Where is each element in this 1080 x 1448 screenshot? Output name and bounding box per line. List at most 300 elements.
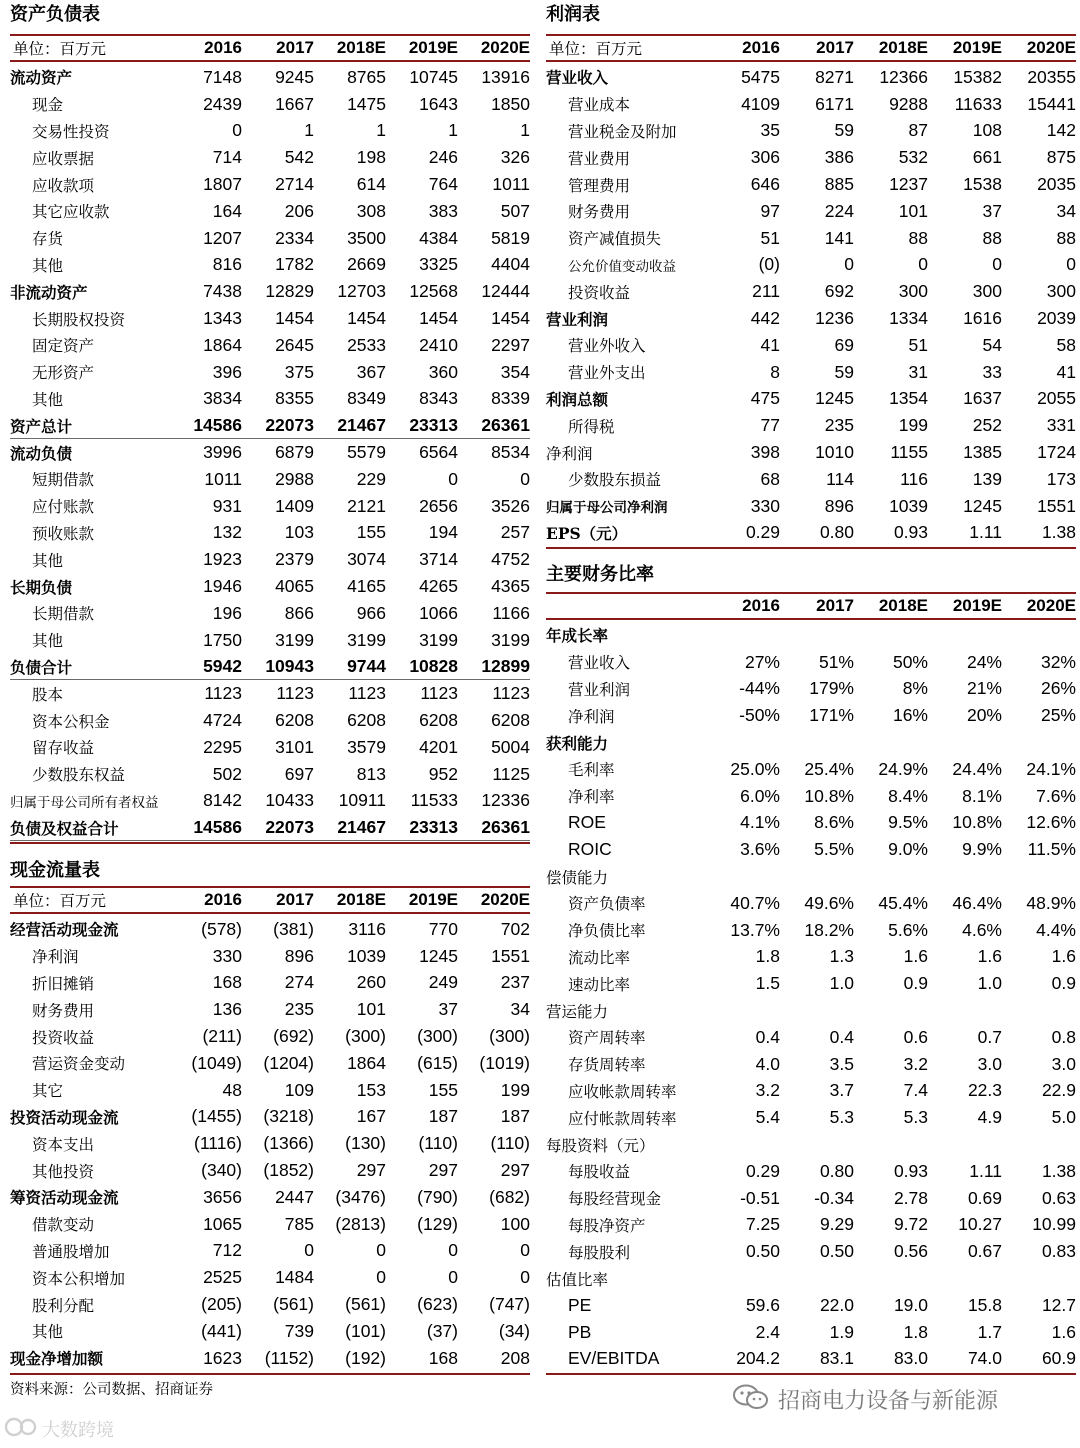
- row-value: (37): [426, 1320, 458, 1341]
- row-value: 88: [982, 227, 1002, 248]
- row-value: 153: [356, 1079, 386, 1100]
- row-value: 8.4%: [888, 785, 928, 806]
- row-label: 速动比率: [568, 975, 631, 994]
- table-row: [546, 332, 1076, 359]
- row-value: 300: [1046, 281, 1076, 302]
- row-value: 1454: [275, 308, 314, 329]
- table-row: [10, 546, 530, 573]
- table-row: [10, 761, 530, 788]
- row-label: 存货: [32, 230, 64, 249]
- row-value: (561): [345, 1294, 386, 1315]
- row-value: 300: [972, 281, 1002, 302]
- table-row: [546, 997, 1076, 1024]
- income-year-2017: 2017: [816, 38, 854, 57]
- row-value: (1049): [191, 1052, 242, 1073]
- row-value: 764: [428, 174, 458, 195]
- row-value: 1166: [492, 602, 530, 623]
- table-row: [10, 970, 530, 997]
- row-value: 507: [500, 200, 530, 221]
- row-value: 386: [824, 147, 854, 168]
- row-label: 固定资产: [32, 337, 95, 356]
- row-value: 1245: [815, 388, 854, 409]
- row-value: 3996: [203, 442, 242, 463]
- row-value: 1.11: [969, 1160, 1002, 1181]
- row-value: 0.63: [1041, 1187, 1076, 1208]
- row-value: 0.56: [893, 1241, 928, 1262]
- row-label: 年成长率: [546, 626, 609, 646]
- row-value: 1750: [203, 629, 242, 650]
- row-label: 无形资产: [32, 364, 95, 383]
- row-value: 4109: [741, 93, 780, 114]
- row-value: 1: [304, 120, 314, 141]
- row-value: 22.3: [967, 1080, 1002, 1101]
- row-value: 97: [760, 200, 780, 221]
- row-value: 1.11: [969, 522, 1002, 543]
- row-value: 1125: [492, 763, 530, 784]
- ratios-title: 主要财务比率: [546, 564, 654, 585]
- row-value: 9.5%: [888, 812, 928, 833]
- row-value: 770: [428, 918, 458, 939]
- row-label: 股本: [32, 685, 64, 704]
- row-value: 3.0: [977, 1053, 1002, 1074]
- row-value: 25.4%: [804, 758, 854, 779]
- row-value: 1850: [491, 93, 530, 114]
- row-value: 168: [212, 972, 242, 993]
- row-label: 估值比率: [546, 1270, 609, 1289]
- row-value: 32%: [1040, 651, 1076, 672]
- row-value: 0: [448, 1240, 458, 1261]
- row-label: 财务费用: [568, 203, 631, 222]
- row-value: 15382: [953, 66, 1002, 87]
- row-value: 26361: [481, 415, 530, 436]
- row-value: 3074: [347, 549, 386, 570]
- income-unit-label: 单位：百万元: [549, 40, 643, 58]
- table-row: [10, 1211, 530, 1238]
- row-value: 1207: [203, 227, 242, 248]
- table-row: [10, 520, 530, 547]
- row-label: 净利润: [32, 948, 79, 967]
- row-label: 交易性投资: [32, 122, 110, 141]
- row-value: 1039: [889, 495, 928, 516]
- row-value: 9.9%: [962, 839, 1002, 860]
- row-value: 4.6%: [962, 919, 1002, 940]
- table-row: [10, 814, 530, 841]
- table-row: [546, 520, 1076, 547]
- row-value: 3656: [203, 1186, 242, 1207]
- row-value: 10433: [265, 790, 314, 811]
- row-value: 194: [428, 522, 458, 543]
- row-value: 1.5: [755, 973, 780, 994]
- row-value: 1409: [275, 495, 314, 516]
- table-row: [10, 305, 530, 332]
- row-value: 8339: [491, 388, 530, 409]
- row-label: 营业利润: [568, 680, 631, 699]
- row-value: 646: [750, 174, 780, 195]
- row-value: 59: [834, 120, 854, 141]
- row-value: 7.25: [745, 1214, 780, 1235]
- row-value: 6564: [419, 442, 458, 463]
- row-label: 应付账款: [32, 498, 95, 517]
- table-row: [10, 1077, 530, 1104]
- row-value: 199: [898, 415, 928, 436]
- row-value: 5819: [491, 227, 530, 248]
- row-label: EV/EBITDA: [568, 1348, 660, 1369]
- row-label: 营业利润: [546, 309, 609, 329]
- table-row: [546, 171, 1076, 198]
- income-year-2019E: 2019E: [952, 38, 1002, 57]
- row-value: (790): [417, 1186, 458, 1207]
- row-value: 2656: [419, 495, 458, 516]
- row-value: 1551: [1037, 495, 1076, 516]
- row-value: 966: [356, 602, 386, 623]
- row-value: 0: [520, 1267, 530, 1288]
- table-row: [10, 734, 530, 761]
- cashflow-title: 现金流量表: [10, 860, 100, 881]
- balance-unit-label: 单位：百万元: [13, 40, 107, 58]
- row-value: 5.3: [829, 1107, 854, 1128]
- row-value: 21467: [337, 415, 386, 436]
- row-value: 8.1%: [962, 785, 1002, 806]
- row-value: 25.0%: [730, 758, 780, 779]
- row-value: 3.5: [829, 1053, 854, 1074]
- row-value: 74.0: [967, 1348, 1002, 1369]
- row-value: 3101: [275, 736, 314, 757]
- table-row: [10, 252, 530, 279]
- row-value: 171%: [809, 705, 854, 726]
- row-value: (615): [417, 1052, 458, 1073]
- row-value: 5942: [203, 656, 242, 677]
- row-value: 2334: [275, 227, 314, 248]
- row-value: 2525: [203, 1267, 242, 1288]
- row-value: 739: [284, 1320, 314, 1341]
- row-value: 3199: [491, 629, 530, 650]
- row-value: (0): [758, 254, 780, 275]
- table-row: [10, 1104, 530, 1131]
- row-value: 196: [212, 602, 242, 623]
- row-value: 12829: [265, 281, 314, 302]
- row-value: 6171: [815, 93, 854, 114]
- cashflow-year-2019E: 2019E: [408, 890, 458, 909]
- table-row: [10, 171, 530, 198]
- row-value: (623): [417, 1294, 458, 1315]
- table-row: [546, 756, 1076, 783]
- row-label: 利润总额: [546, 389, 609, 409]
- row-value: 7.4: [903, 1080, 928, 1101]
- row-label: 营运能力: [546, 1002, 609, 1021]
- row-value: 77: [760, 415, 780, 436]
- row-label: 短期借款: [32, 471, 95, 490]
- row-value: (300): [489, 1026, 530, 1047]
- row-value: (1204): [263, 1052, 314, 1073]
- row-value: 367: [356, 361, 386, 382]
- row-value: 0: [520, 468, 530, 489]
- row-value: (1152): [264, 1347, 314, 1368]
- row-value: 1385: [963, 442, 1002, 463]
- row-value: 14586: [193, 817, 242, 838]
- row-value: 101: [898, 200, 928, 221]
- table-row: [10, 1184, 530, 1211]
- row-value: 1343: [203, 308, 242, 329]
- row-value: 297: [356, 1160, 386, 1181]
- row-value: (578): [201, 918, 242, 939]
- row-label: 营业外收入: [568, 337, 646, 356]
- balance-year-2016: 2016: [204, 38, 242, 57]
- row-value: 8142: [203, 790, 242, 811]
- row-label: 资产负债率: [568, 895, 646, 914]
- row-label: EPS（元）: [546, 523, 628, 543]
- row-value: 542: [284, 147, 314, 168]
- row-value: 1123: [420, 683, 458, 704]
- row-value: 2295: [203, 736, 242, 757]
- row-value: 1667: [275, 93, 314, 114]
- row-label: 投资活动现金流: [10, 1107, 119, 1127]
- row-value: 12.7: [1041, 1294, 1076, 1315]
- row-value: (205): [201, 1294, 242, 1315]
- row-value: 10.99: [1032, 1214, 1076, 1235]
- row-label: 每股收益: [568, 1163, 631, 1182]
- row-value: (1019): [479, 1052, 530, 1073]
- table-row: [546, 1319, 1076, 1346]
- row-label: 少数股东权益: [32, 766, 126, 785]
- row-value: 712: [212, 1240, 242, 1261]
- row-value: (2813): [335, 1213, 386, 1234]
- row-value: 1864: [347, 1052, 386, 1073]
- row-value: 23313: [409, 817, 458, 838]
- row-value: 9288: [889, 93, 928, 114]
- row-label: 其他投资: [32, 1162, 95, 1181]
- table-row: [10, 627, 530, 654]
- row-label: 资本公积增加: [32, 1269, 126, 1288]
- row-value: 1454: [347, 308, 386, 329]
- row-value: 2533: [347, 334, 386, 355]
- row-value: 4.9: [977, 1107, 1002, 1128]
- row-value: 4.1%: [740, 812, 780, 833]
- row-value: 27%: [744, 651, 780, 672]
- row-value: 224: [824, 200, 854, 221]
- table-row: [10, 1264, 530, 1291]
- row-value: 375: [284, 361, 314, 382]
- row-value: 155: [356, 522, 386, 543]
- table-row: [546, 386, 1076, 413]
- row-label: 借款变动: [32, 1216, 95, 1235]
- row-value: 31: [908, 361, 928, 382]
- row-label: 管理费用: [568, 176, 631, 195]
- row-label: 财务费用: [32, 1001, 95, 1020]
- table-row: [10, 118, 530, 145]
- row-value: 0.80: [819, 1160, 854, 1181]
- row-value: 22.9: [1041, 1080, 1076, 1101]
- row-value: 475: [750, 388, 780, 409]
- table-row: [546, 1265, 1076, 1292]
- table-row: [10, 1291, 530, 1318]
- row-value: 12568: [409, 281, 458, 302]
- row-value: 257: [500, 522, 530, 543]
- row-label: 投资收益: [32, 1028, 95, 1047]
- row-value: 116: [900, 468, 928, 489]
- row-label: 资产减值损失: [568, 230, 662, 249]
- row-value: 3.7: [829, 1080, 854, 1101]
- row-label: 投资收益: [568, 283, 631, 302]
- table-row: [10, 1157, 530, 1184]
- table-row: [546, 863, 1076, 890]
- table-row: [546, 412, 1076, 439]
- row-value: 141: [824, 227, 854, 248]
- row-label: 营业成本: [568, 96, 631, 115]
- row-value: 896: [824, 495, 854, 516]
- row-value: 12444: [481, 281, 530, 302]
- row-value: 41: [760, 334, 780, 355]
- row-value: 101: [356, 999, 386, 1020]
- row-value: 0.93: [893, 1160, 928, 1181]
- row-value: 4.4%: [1036, 919, 1076, 940]
- row-label: 营业收入: [546, 68, 609, 88]
- income-title: 利润表: [546, 4, 600, 25]
- row-value: 1475: [347, 93, 386, 114]
- row-value: 0.67: [967, 1241, 1002, 1262]
- row-value: 2645: [275, 334, 314, 355]
- row-value: 33: [982, 361, 1002, 382]
- table-row: [10, 1050, 530, 1077]
- row-label: 毛利率: [568, 761, 615, 780]
- row-value: (110): [418, 1133, 458, 1154]
- row-value: 41: [1056, 361, 1076, 382]
- row-value: 6.0%: [740, 785, 780, 806]
- row-label: 负债及权益合计: [10, 818, 119, 838]
- row-value: 22073: [265, 817, 314, 838]
- row-value: 816: [212, 254, 242, 275]
- row-value: 1807: [203, 174, 242, 195]
- row-value: (381): [273, 918, 314, 939]
- row-value: 237: [500, 972, 530, 993]
- row-value: 8349: [347, 388, 386, 409]
- row-label: 应收款项: [32, 176, 95, 195]
- row-value: 5.4: [755, 1107, 780, 1128]
- row-value: 198: [356, 147, 386, 168]
- row-value: 1484: [275, 1267, 314, 1288]
- row-value: (561): [273, 1294, 314, 1315]
- row-value: 5.0: [1051, 1107, 1076, 1128]
- table-row: [546, 729, 1076, 756]
- row-value: 8355: [275, 388, 314, 409]
- row-value: 3199: [347, 629, 386, 650]
- balance-header-row: [10, 34, 530, 62]
- table-row: [10, 916, 530, 943]
- row-label: 经营活动现金流: [10, 920, 119, 940]
- row-value: 697: [284, 763, 314, 784]
- row-label: 其他: [32, 256, 64, 275]
- row-label: 营业费用: [568, 149, 631, 168]
- row-value: 12.6%: [1026, 812, 1076, 833]
- row-value: 206: [284, 200, 314, 221]
- table-row: [546, 1212, 1076, 1239]
- row-label: 现金: [32, 96, 64, 115]
- row-value: 109: [284, 1079, 314, 1100]
- row-value: 442: [750, 308, 780, 329]
- row-value: 83.0: [893, 1348, 928, 1369]
- row-value: 7.6%: [1036, 785, 1076, 806]
- row-label: 归属于母公司净利润: [546, 500, 668, 517]
- row-value: 5.5%: [814, 839, 854, 860]
- row-value: 1.9: [829, 1321, 854, 1342]
- row-value: 208: [500, 1347, 530, 1368]
- row-value: 1.6: [1051, 1321, 1076, 1342]
- financial-ratios-panel: [546, 564, 1076, 1380]
- row-value: 1.8: [755, 946, 780, 967]
- row-value: 1354: [889, 388, 928, 409]
- row-value: 396: [212, 361, 242, 382]
- table-row: [546, 890, 1076, 917]
- row-value: 108: [972, 120, 1002, 141]
- row-value: 155: [428, 1079, 458, 1100]
- row-value: 235: [824, 415, 854, 436]
- row-value: 0: [520, 1240, 530, 1261]
- table-row: [10, 386, 530, 413]
- row-label: ROIC: [568, 839, 612, 860]
- row-value: 885: [824, 174, 854, 195]
- row-value: 9245: [275, 66, 314, 87]
- table-row: [546, 493, 1076, 520]
- row-value: 2988: [275, 468, 314, 489]
- table-row: [10, 466, 530, 493]
- table-row: [546, 1158, 1076, 1185]
- row-value: 10.27: [958, 1214, 1002, 1235]
- table-row: [546, 1131, 1076, 1158]
- ratios-year-2018E: 2018E: [878, 596, 928, 615]
- balance-year-2017: 2017: [276, 38, 314, 57]
- row-label: 公允价值变动收益: [568, 258, 676, 275]
- row-value: 331: [1046, 415, 1076, 436]
- row-label: 净利润: [568, 707, 615, 726]
- row-label: 存货周转率: [568, 1056, 646, 1075]
- row-value: 7438: [203, 281, 242, 302]
- row-label: 净利润: [546, 444, 593, 463]
- row-label: 其它: [32, 1082, 64, 1101]
- row-value: 4752: [491, 549, 530, 570]
- row-value: 661: [972, 147, 1002, 168]
- row-label: 资产周转率: [568, 1029, 646, 1048]
- row-value: 187: [428, 1106, 458, 1127]
- row-value: 10943: [265, 656, 314, 677]
- row-value: 21467: [337, 817, 386, 838]
- row-label: 应收帐款周转率: [568, 1082, 677, 1101]
- row-value: 785: [284, 1213, 314, 1234]
- row-label: 股利分配: [32, 1296, 95, 1315]
- row-value: 2297: [491, 334, 530, 355]
- row-value: 532: [898, 147, 928, 168]
- row-value: 58: [1056, 334, 1076, 355]
- row-value: 306: [750, 147, 780, 168]
- income-header-row: [546, 34, 1076, 62]
- row-value: 354: [500, 361, 530, 382]
- table-row: [546, 118, 1076, 145]
- table-row: [10, 332, 530, 359]
- ratios-header-row: [546, 592, 1076, 620]
- row-value: 330: [212, 945, 242, 966]
- row-label: 营业税金及附加: [568, 122, 677, 141]
- row-value: 2.4: [755, 1321, 780, 1342]
- row-value: 1: [376, 120, 386, 141]
- table-row: [10, 1023, 530, 1050]
- row-value: 702: [500, 918, 530, 939]
- ratios-year-2020E: 2020E: [1026, 596, 1076, 615]
- table-row: [546, 810, 1076, 837]
- row-label: 非流动资产: [10, 282, 88, 302]
- cashflow-year-2017: 2017: [276, 890, 314, 909]
- row-value: 4365: [491, 576, 530, 597]
- row-label: ROE: [568, 812, 606, 833]
- row-value: 0: [304, 1240, 314, 1261]
- table-row: [10, 225, 530, 252]
